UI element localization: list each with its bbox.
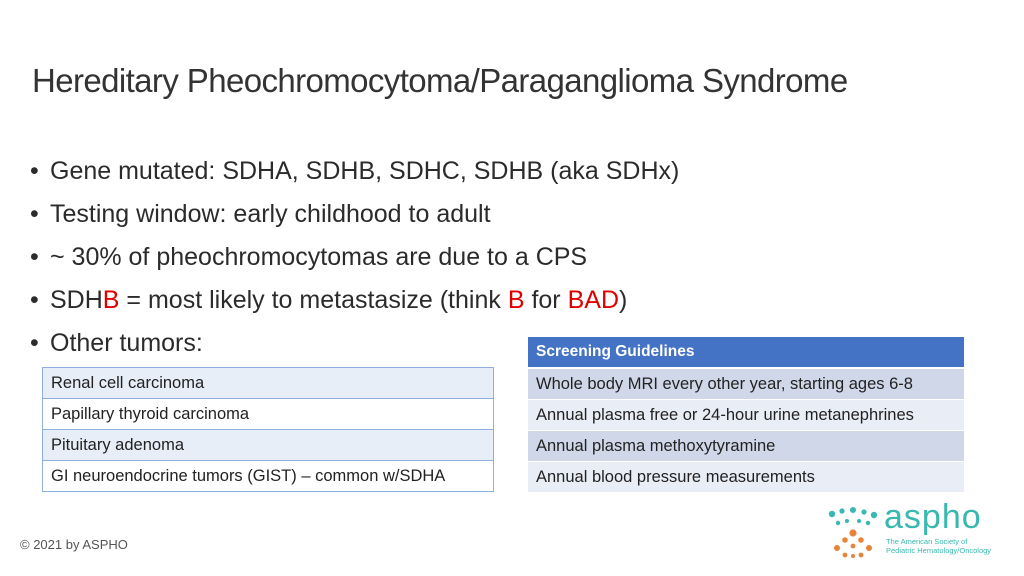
bullet-text: Testing window: early childhood to adult	[50, 200, 491, 228]
bullet-marker: •	[30, 200, 39, 228]
highlight-b: B	[507, 286, 525, 314]
bullet-list	[30, 150, 679, 365]
slide-title: Hereditary Pheochromocytoma/Paraganglioma Syndrome	[32, 62, 848, 99]
bullet-marker: •	[30, 243, 39, 271]
table-row	[43, 399, 494, 430]
table-cell: Annual blood pressure measurements	[528, 462, 964, 493]
table-cell: Renal cell carcinoma	[43, 368, 494, 399]
bullet-marker: •	[30, 329, 39, 357]
aspho-molecule-icon	[826, 506, 880, 560]
bullet-marker: •	[30, 286, 39, 314]
bullet-text-part: = most likely to metastasize (think	[119, 286, 508, 314]
aspho-wordmark: aspho	[884, 498, 982, 536]
table-row	[528, 368, 964, 400]
bullet-text-part: SDH	[50, 286, 103, 314]
table-cell: Pituitary adenoma	[43, 430, 494, 461]
bullet-text: Gene mutated: SDHA, SDHB, SDHC, SDHB (aka SDHx)	[50, 157, 680, 185]
table-header-row	[528, 337, 964, 368]
aspho-subtitle-line: The American Society of	[886, 537, 968, 546]
bullet-marker: •	[30, 157, 39, 185]
bullet-gene-mutated	[30, 150, 679, 193]
bullet-cps-percentage	[30, 236, 679, 279]
other-tumors-table	[42, 367, 494, 492]
screening-guidelines-table	[528, 337, 964, 493]
table-row	[528, 431, 964, 462]
table-row	[43, 368, 494, 399]
table-cell: GI neuroendocrine tumors (GIST) – common w/SDHA	[43, 461, 494, 492]
table-row	[528, 400, 964, 431]
table-row	[528, 462, 964, 493]
aspho-logo	[826, 498, 1006, 560]
bullet-sdhb-metastasize	[30, 279, 679, 322]
highlight-bad: BAD	[567, 286, 619, 314]
table-cell: Annual plasma free or 24-hour urine metanephrines	[528, 400, 964, 431]
bullet-testing-window	[30, 193, 679, 236]
table-cell: Whole body MRI every other year, starting ages 6-8	[528, 368, 964, 400]
copyright-footer: © 2021 by ASPHO	[20, 537, 128, 552]
bullet-text-part: for	[524, 286, 568, 314]
table-row	[43, 430, 494, 461]
highlight-b: B	[102, 286, 120, 314]
aspho-subtitle-line: Pediatric Hematology/Oncology	[886, 546, 992, 555]
table-row	[43, 461, 494, 492]
table-cell: Annual plasma methoxytyramine	[528, 431, 964, 462]
bullet-text-part: )	[619, 286, 628, 314]
bullet-text: Other tumors:	[50, 329, 203, 357]
aspho-subtitle	[886, 537, 991, 555]
table-header: Screening Guidelines	[528, 337, 964, 368]
bullet-text: ~ 30% of pheochromocytomas are due to a CPS	[50, 243, 588, 271]
table-cell: Papillary thyroid carcinoma	[43, 399, 494, 430]
